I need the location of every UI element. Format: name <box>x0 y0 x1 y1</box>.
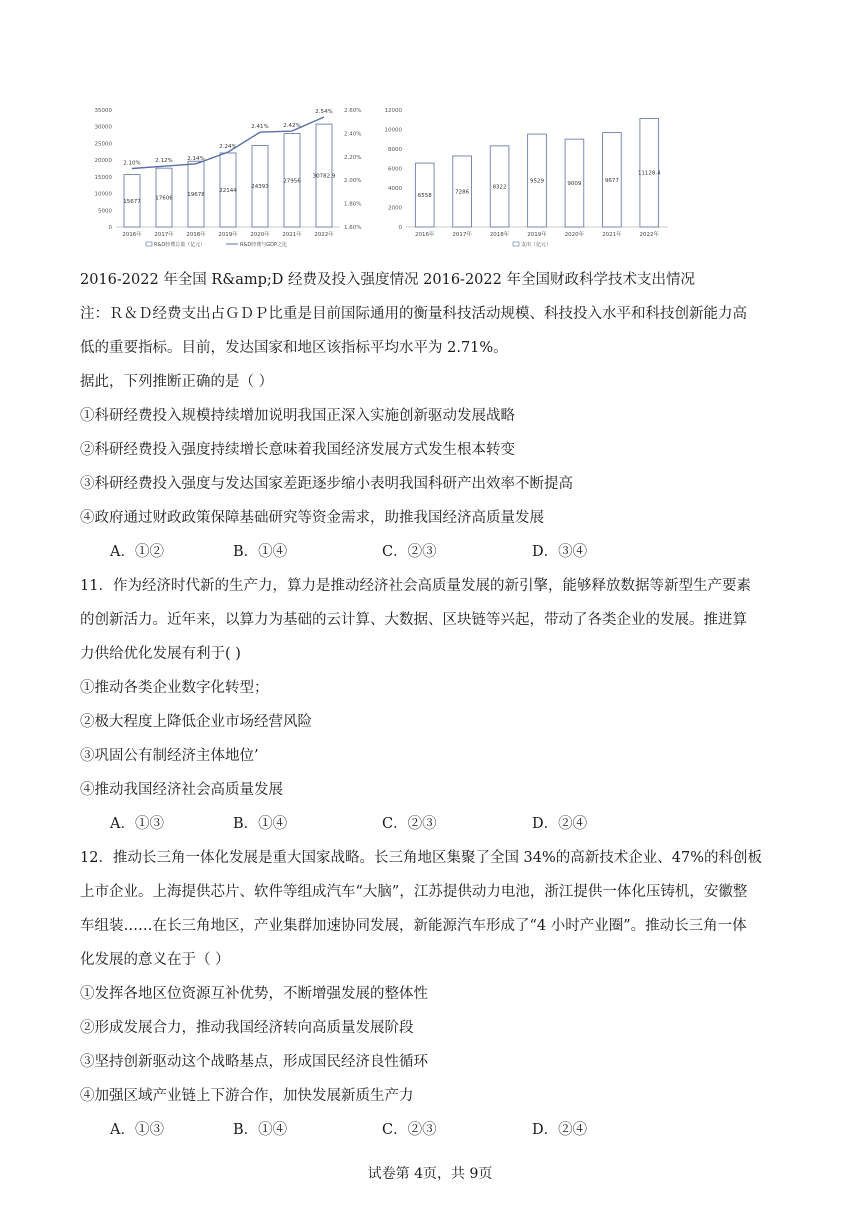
y2-tick-label: 1.60% <box>344 225 362 231</box>
bar-value-label: 9009 <box>567 181 582 188</box>
legend-swatch-bar <box>513 242 519 246</box>
bar-value-label: 30782.9 <box>312 173 336 180</box>
y-tick-label: 12000 <box>384 108 402 114</box>
bar-value-label: 6558 <box>417 193 432 200</box>
bar-value-label: 7286 <box>455 189 470 196</box>
q12-item-1: ①发挥各地区位资源互补优势，不断增强发展的整体性 <box>80 986 428 1002</box>
legend-label-bar: R&D经费总量（亿元） <box>154 242 206 248</box>
rd-expenditure-chart <box>78 100 378 260</box>
x-tick-label: 2022年 <box>314 232 334 238</box>
y-tick-label: 8000 <box>388 147 402 153</box>
x-tick-label: 2017年 <box>452 232 472 238</box>
y2-tick-label: 2.00% <box>344 178 362 185</box>
x-tick-label: 2021年 <box>602 232 622 238</box>
x-tick-label: 2018年 <box>489 232 510 238</box>
fiscal-science-chart <box>378 100 678 260</box>
bar-value-label: 17606 <box>155 195 173 202</box>
y-tick-label: 2000 <box>388 205 402 212</box>
q12-item-2: ②形成发展合力，推动我国经济转向高质量发展阶段 <box>80 1020 414 1036</box>
y2-tick-label: 2.20% <box>344 154 362 161</box>
q12-stem-line-1: 12．推动长三角一体化发展是重大国家战略。长三角地区集聚了全国 34%的高新技术企业、47%的科创板 <box>80 850 763 866</box>
bar-value-label: 22144 <box>219 187 237 194</box>
chart-caption: 2016-2022 年全国 R&amp;D 经费及投入强度情况 2016-2022 年全国财政科学技术支出情况 <box>80 272 695 288</box>
bar-value-label: 19678 <box>187 192 205 199</box>
note-line-1: 注：Ｒ＆Ｄ经费支出占ＧＤＰ比重是目前国际通用的衡量科技活动规模、科技投入水平和科技创新能力高 <box>80 306 747 322</box>
q11-item-2: ②极大程度上降低企业市场经营风险 <box>80 714 312 730</box>
y-tick-label: 10000 <box>384 127 402 134</box>
x-tick-label: 2020年 <box>250 232 270 238</box>
charts-area <box>78 100 778 260</box>
q11-item-3: ③巩固公有制经济主体地位’ <box>80 748 259 764</box>
q12-item-4: ④加强区域产业链上下游合作，加快发展新质生产力 <box>80 1088 414 1104</box>
q12-option-b[interactable]: B．①④ <box>233 1122 288 1138</box>
q11-stem-line-2: 的创新活力。近年来，以算力为基础的云计算、大数据、区块链等兴起，带动了各类企业的发展。推进算 <box>80 612 747 628</box>
q10-item-2: ②科研经费投入强度持续增长意味着我国经济发展方式发生根本转变 <box>80 442 515 458</box>
x-tick-label: 2017年 <box>154 232 174 238</box>
q11-option-d[interactable]: D．②④ <box>532 816 588 832</box>
q11-option-a[interactable]: A．①③ <box>110 816 164 832</box>
ratio-label: 2.54% <box>315 109 333 116</box>
x-tick-label: 2016年 <box>414 232 435 238</box>
x-tick-label: 2020年 <box>564 232 585 238</box>
y-tick-label: 6000 <box>388 166 402 173</box>
y-tick-label: 35000 <box>94 108 112 114</box>
ratio-label: 2.41% <box>251 124 269 131</box>
bar-value-label: 27956 <box>283 178 301 185</box>
y2-tick-label: 2.60% <box>344 108 362 114</box>
bar-value-label: 15677 <box>123 198 141 205</box>
q12-option-d[interactable]: D．②④ <box>532 1122 588 1138</box>
q11-item-4: ④推动我国经济社会高质量发展 <box>80 782 283 798</box>
q10-option-b[interactable]: B．①④ <box>233 544 288 560</box>
q10-item-1: ①科研经费投入规模持续增加说明我国正深入实施创新驱动发展战略 <box>80 408 515 424</box>
q12-stem-line-3: 车组装……在长三角地区，产业集群加速协同发展，新能源汽车形成了“4 小时产业圈”。推动长三角一体 <box>80 918 747 934</box>
y-tick-label: 25000 <box>94 141 112 148</box>
y2-tick-label: 2.40% <box>344 131 362 138</box>
y-tick-label: 4000 <box>388 186 402 192</box>
q10-option-d[interactable]: D．③④ <box>532 544 588 560</box>
q11-option-c[interactable]: C．②③ <box>382 816 437 832</box>
legend-swatch-bar <box>146 242 152 246</box>
legend-label-bar: 支出（亿元） <box>521 242 552 248</box>
ratio-label: 2.10% <box>123 160 141 167</box>
q10-stem: 据此，下列推断正确的是（ ） <box>80 374 274 390</box>
bar-value-label: 24393 <box>251 184 269 191</box>
ratio-label: 2.12% <box>155 158 173 165</box>
y2-tick-label: 1.80% <box>344 201 362 208</box>
bar-value-label: 9677 <box>604 177 619 184</box>
x-tick-label: 2021年 <box>282 232 302 238</box>
q10-item-4: ④政府通过财政政策保障基础研究等资金需求，助推我国经济高质量发展 <box>80 510 544 526</box>
q11-option-b[interactable]: B．①④ <box>233 816 288 832</box>
y-tick-label: 5000 <box>98 208 112 215</box>
q11-stem-line-1: 11．作为经济时代新的生产力，算力是推动经济社会高质量发展的新引擎，能够释放数据等新型生产要素 <box>80 578 751 594</box>
note-line-2: 低的重要指标。目前，发达国家和地区该指标平均水平为 2.71%。 <box>80 340 508 356</box>
y-tick-label: 20000 <box>94 158 112 165</box>
ratio-label: 2.42% <box>283 123 301 130</box>
q10-option-a[interactable]: A．①② <box>110 544 164 560</box>
ratio-label: 2.24% <box>219 144 237 151</box>
q11-stem-line-3: 力供给优化发展有利于( ) <box>80 646 241 662</box>
q12-option-a[interactable]: A．①③ <box>110 1122 164 1138</box>
ratio-label: 2.14% <box>187 155 205 162</box>
y-tick-label: 0 <box>108 225 112 231</box>
q12-option-c[interactable]: C．②③ <box>382 1122 437 1138</box>
bar-value-label: 8322 <box>492 184 507 191</box>
legend-label-line: R&D经费与GDP之比 <box>240 242 287 248</box>
y-tick-label: 30000 <box>94 124 112 131</box>
x-tick-label: 2018年 <box>186 232 206 238</box>
x-tick-label: 2019年 <box>218 232 238 238</box>
q10-item-3: ③科研经费投入强度与发达国家差距逐步缩小表明我国科研产出效率不断提高 <box>80 476 573 492</box>
x-tick-label: 2016年 <box>122 232 142 238</box>
q10-option-c[interactable]: C．②③ <box>382 544 437 560</box>
bar-value-label: 9529 <box>530 178 544 185</box>
q11-item-1: ①推动各类企业数字化转型； <box>80 680 269 696</box>
x-tick-label: 2022年 <box>639 232 660 238</box>
x-tick-label: 2019年 <box>527 232 547 238</box>
page-footer: 试卷第 4页，共 9页 <box>367 1166 493 1182</box>
q12-item-3: ③坚持创新驱动这个战略基点，形成国民经济良性循环 <box>80 1054 428 1070</box>
y-tick-label: 0 <box>398 225 402 231</box>
bar-value-label: 11128.4 <box>637 170 661 177</box>
q12-stem-line-4: 化发展的意义在于（ ） <box>80 952 230 968</box>
q12-stem-line-2: 上市企业。上海提供芯片、软件等组成汽车“大脑”，江苏提供动力电池，浙江提供一体化压铸机，安徽整 <box>80 884 748 900</box>
y-tick-label: 10000 <box>94 191 112 198</box>
y-tick-label: 15000 <box>94 174 112 181</box>
